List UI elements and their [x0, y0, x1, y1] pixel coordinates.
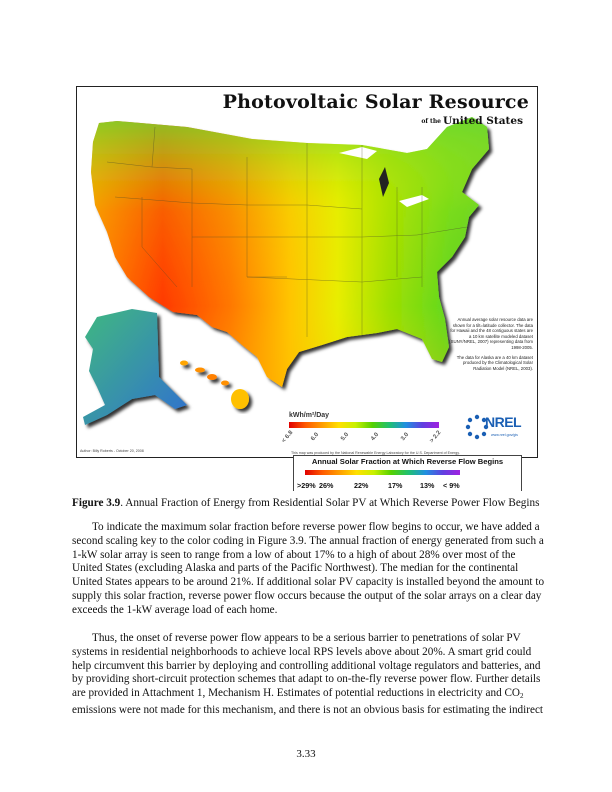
legend-label: < 9% — [443, 481, 460, 490]
map-data-note — [449, 317, 533, 375]
kwh-tick: 4.0 — [370, 431, 381, 443]
kwh-tick: < 6.8 — [281, 429, 295, 445]
map-author: Author: Billy Roberts - October 20, 2008 — [80, 449, 144, 453]
map-note-paragraph: Annual average solar resource data are shown for a tilt=latitude collector. The data for Hawaii and the 48 contiguous states are a 10 km satellite modeled dataset (SUNY/NREL, 2007) representing data from 1998-2005. — [449, 317, 533, 350]
paragraph-line: exceeds the 1-kW average load of each home. — [72, 603, 278, 616]
paragraph-line: supply this solar fraction, reverse power flow occurs because the output of the solar arrays on a clear day — [72, 589, 542, 602]
paragraph-line: 1-kW solar array is seen to range from a low of about 17% to a high of about 28% over most of the — [72, 548, 516, 561]
map-title: Photovoltaic Solar Resource — [222, 91, 529, 113]
body-paragraph-1 — [72, 521, 545, 618]
legend-color-bar — [305, 470, 460, 475]
legend-label: >29% — [297, 481, 316, 490]
co2-subscript: 2 — [520, 692, 524, 701]
map-note-paragraph: The data for Alaska are a 40 km dataset produced by the Climatological Solar Radiation Model (NREL, 2003). — [456, 354, 533, 371]
kwh-scale-ticks — [279, 429, 449, 446]
map-credit: This map was produced by the National Renewable Energy Laboratory for the U.S. Department of Energy. — [291, 451, 460, 455]
paragraph-line: help circumvent this barrier by deploying and controlling additional voltage regulators and batteries, and — [72, 659, 541, 672]
paragraph-line: by providing short-circuit protection schemes that adapt to on-the-fly reverse power flow. Further details — [72, 673, 541, 686]
kwh-color-scale-bar — [289, 422, 439, 428]
paragraph-line: systems in residential neighborhoods to achieve local RPS levels above about 20%. A smart grid could — [72, 645, 532, 658]
body-paragraph-2 — [72, 632, 542, 718]
figure-caption-label: Figure 3.9 — [72, 497, 121, 509]
nrel-logo-text: NREL — [485, 414, 522, 430]
legend-label: 17% — [388, 481, 403, 490]
legend-label: 26% — [319, 481, 334, 490]
kwh-tick: 5.0 — [340, 431, 351, 443]
paragraph-line: Thus, the onset of reverse power flow appears to be a serious barrier to penetrations of solar PV — [92, 632, 521, 644]
paragraph-line: second scaling key to the color coding in Figure 3.9. The annual fraction of energy generated from such a — [72, 534, 544, 547]
kwh-scale-label: kWh/m²/Day — [289, 412, 330, 419]
paragraph-line — [72, 687, 542, 704]
kwh-tick: 3.0 — [400, 431, 411, 443]
page-number: 3.33 — [296, 748, 316, 760]
nrel-url: www.nrel.gov/gis — [491, 433, 518, 437]
map-subtitle-text: United States — [443, 115, 523, 127]
map-subtitle-of-the: of the — [421, 117, 441, 125]
solar-resource-map-figure — [76, 86, 538, 458]
legend-title: Annual Solar Fraction at Which Reverse Flow Begins — [311, 457, 504, 466]
paragraph-line: To indicate the maximum solar fraction before reverse power flow begins to occur, we have added a — [92, 521, 540, 533]
legend-label: 13% — [420, 481, 435, 490]
paragraph-line-text: are provided in Attachment 1, Mechanism H. Estimates of potential reductions in electricity and CO — [72, 687, 521, 700]
figure-caption — [72, 497, 539, 509]
map-subtitle — [421, 115, 523, 127]
solar-fraction-legend — [293, 455, 522, 491]
hawaii-shape — [180, 361, 249, 410]
kwh-tick: 6.0 — [310, 431, 321, 443]
legend-label: 22% — [354, 481, 369, 490]
paragraph-line: United States appears to be around 21%. If additional solar PV capacity is installed beyond the amount to — [72, 576, 545, 589]
alaska-shape — [83, 309, 187, 425]
paragraph-line: United States (excluding Alaska and parts of the Pacific Northwest). The median for the continental — [72, 562, 519, 575]
kwh-tick: > 2.2 — [429, 429, 443, 445]
paragraph-line: emissions were not made for this mechanism, and there is not an obvious basis for estimating the indirect — [72, 703, 544, 716]
figure-caption-text: . Annual Fraction of Energy from Residential Solar PV at Which Reverse Power Flow Begins — [120, 497, 540, 509]
us-solar-map — [77, 87, 538, 458]
